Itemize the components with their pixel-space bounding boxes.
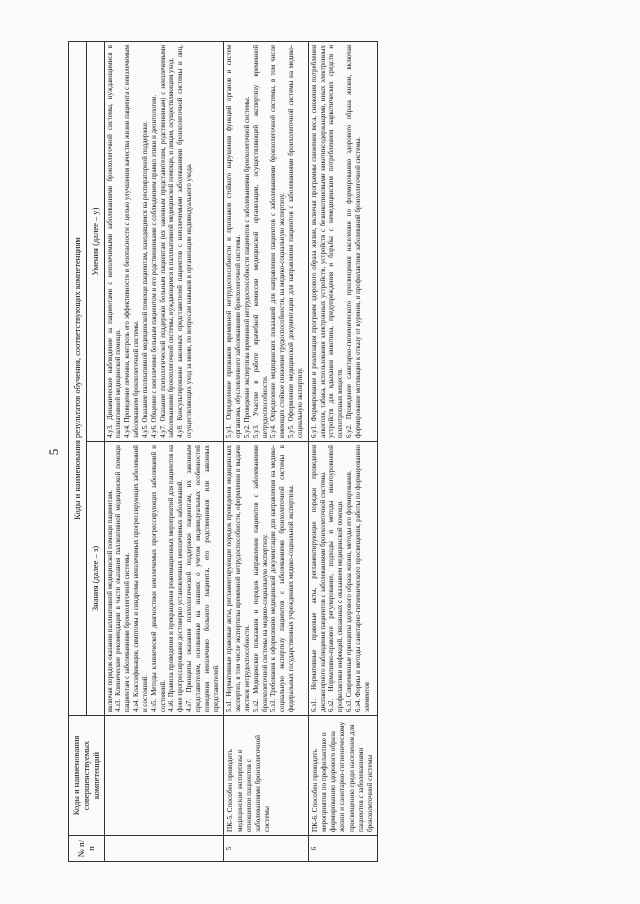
competency-code: ПК-6. Способен проводить мероприятия по профилактике и формированию здорового образа жизни и санитарно-гигиеническому просвещению среди населения для пациентов с заболеваниями бронхолегочной системы: [308, 716, 378, 836]
knowledge-cell: [308, 442, 378, 716]
knowledge-cell: [104, 442, 224, 716]
knowledge-item: 4.з4. Классификация, симптомы и синдромы неизлечимых прогрессирующих заболеваний и состояний.: [133, 445, 149, 712]
header-skills: Умения (далее – у): [86, 41, 104, 441]
knowledge-item: 5.з3. Требования к оформлению медицинской документации для направления на медико-социальную экспертизу пациентов с заболеваниями бронхолегочной системы в федеральных государственных учреждениях медико-социальной экспертизы.: [270, 445, 296, 712]
skill-item: 4.у8. Консультирование законных представителей пациентов с неизлечимыми заболеваниями бронхолегочной системы и лиц, осуществляющих уход за ними, по вопросам навыков в организации индивидуального ухода.: [177, 44, 194, 438]
competency-code: [104, 716, 224, 836]
skill-item: 5.у1. Определение признаков временной нетрудоспособности и признаков стойкого нарушения функций органов и систем организма, обусловленного заболеваниями бронхолегочной системы.: [226, 44, 243, 438]
competency-code: ПК-5. Способен проводить медицинские экспертизы в отношении пациентов с заболеваниями бронхолегочной системы: [224, 716, 308, 836]
knowledge-item: включая порядок оказания паллиативной медицинской помощи пациентам.: [106, 490, 114, 712]
skill-item: 4.у4. Проведение лечения, контроль его эффективности и безопасности с целью улучшения качества жизни пациента с неизлечимым заболеванием бронхолегочной системы.: [124, 44, 141, 438]
competency-table: [68, 41, 378, 862]
knowledge-item: 4.з6. Правила проведения и прекращения реанимационных мероприятий для пациентов на фоне прогрессирования достоверно установленных неизлечимых заболеваний.: [168, 445, 185, 712]
skill-item: 4.у3. Динамическое наблюдение за пациентами с неизлечимыми заболеваниями бронхолегочной системы, нуждающимися в паллиативной медицинской помощи.: [106, 44, 123, 438]
table-body: [104, 41, 378, 861]
table-row: [308, 41, 378, 861]
row-number: 6: [308, 836, 378, 862]
header-competency-codes: Коды и наименования совершенствуемых компетенций: [69, 716, 105, 836]
knowledge-item: 6.з2. Нормативно-правовое регулирование, подходы и методы многоуровневой профилактики инфекций, связанных с оказанием медицинской помощи.: [328, 445, 345, 712]
skill-item: 5.у5. Оформление медицинской документации для направления пациентов с заболеваниями бронхолегочной системы на медико-социальную экспертизу.: [288, 44, 304, 438]
skills-cell: [104, 41, 224, 441]
skill-item: 4.у6. Общение с неизлечимо больным пациентом и его родственниками с соблюдением правил этики и деонтологии.: [150, 94, 158, 438]
knowledge-item: 4.з3. Клинические рекомендации в части оказания паллиативной медицинской помощи пациентам с заболеваниями бронхолегочной системы.: [115, 445, 132, 712]
skill-item: 4.у5. Оказание паллиативной медицинской помощи пациентам, находящимся на респираторной поддержке.: [141, 121, 149, 438]
header-learning-results: Коды и наименования результатов обучения, соответствующих компетенциям: [69, 41, 87, 715]
skill-item: 6.у2. Проведение санитарно-гигиенического просвещения населения по формированию здорового образа жизни, включая формирование мотивации к отказу от курения, и профилактике заболеваний бронхолегочной системы.: [346, 44, 362, 438]
row-number: 5: [224, 836, 308, 862]
knowledge-cell: [224, 442, 308, 716]
knowledge-item: 6.з3. Современные принципы здорового образа жизни, методы его формирования.: [346, 470, 354, 712]
knowledge-item: 5.з1. Нормативные правовые акты, регламентирующие порядок проведения медицинских экспертиз, в том числе экспертизы временной нетрудоспособности, оформления и выдачи листков нетрудоспособности.: [226, 445, 251, 712]
table-row: [224, 41, 308, 861]
header-knowledge: Знания (далее – з): [86, 442, 104, 716]
knowledge-item: 4.з7. Принципы оказания психологической поддержки пациентам, их законным представителям, основанные на знаниях о учетом индивидуальных особенностей поведения неизлечимо больного пациента, его родственников или законных представителей.: [186, 445, 220, 712]
knowledge-item: 6.з1. Нормативные правовые акты, регламентирующие порядки проведения диспансерного наблюдения пациентов с заболеваниями бронхолегочной системы.: [310, 445, 327, 712]
knowledge-item: 6.з4. Формы и методы санитарно-гигиенического просвещения, работы по формированию элементов: [354, 445, 371, 712]
skill-item: 5.у2. Проведение экспертизы временной нетрудоспособности пациентов с заболеваниями бронхолегочной системы.: [243, 96, 251, 438]
skill-item: 6.у1. Формирование и реализация программ здорового образа жизни, включая программы снижения веса, снижения потребления алкоголя, табака, использования электронных устройств, устройств с безникотиновыми никотинсодержащими, иных электронных устройств для вдыхания никотина, предупреждения и борьбы с немедицинским потреблением наркотических средств и психотропных веществ.: [310, 44, 345, 438]
header-row-1: [69, 41, 87, 861]
skill-item: 4.у7. Оказание психологической поддержки больным пациентам (их законным представителям, родственникам) с неизлечимыми заболеваниями бронхолегочной системы, нуждающимся в паллиативной медицинской помощи, и лицам, осуществляющим уход.: [159, 44, 176, 438]
skills-cell: [308, 41, 378, 441]
skill-item: 5.у3. Участие в работе врачебной комиссии медицинской организации, осуществляющей экспертизу временной нетрудоспособности.: [252, 44, 269, 438]
page-number: 5: [46, 448, 61, 456]
header-num: № п/п: [69, 836, 105, 862]
rotated-table-block: [46, 42, 578, 862]
skills-cell: [224, 41, 308, 441]
knowledge-item: 4.з5. Методы клинической диагностики неизлечимых прогрессирующих заболеваний и состояний.: [150, 445, 167, 712]
knowledge-item: 5.з2. Медицинские показания и порядок направления пациентов с заболеваниями бронхолегочной системы на медико-социальную экспертизу.: [252, 445, 269, 712]
skill-item: 5.у4. Определение медицинских показаний для направления пациентов с заболеваниями бронхолегочной системы, в том числе имеющих стойкое снижение трудоспособности, на медико-социальную экспертизу.: [270, 44, 287, 438]
table-row: [104, 41, 224, 861]
row-number: [104, 836, 224, 862]
